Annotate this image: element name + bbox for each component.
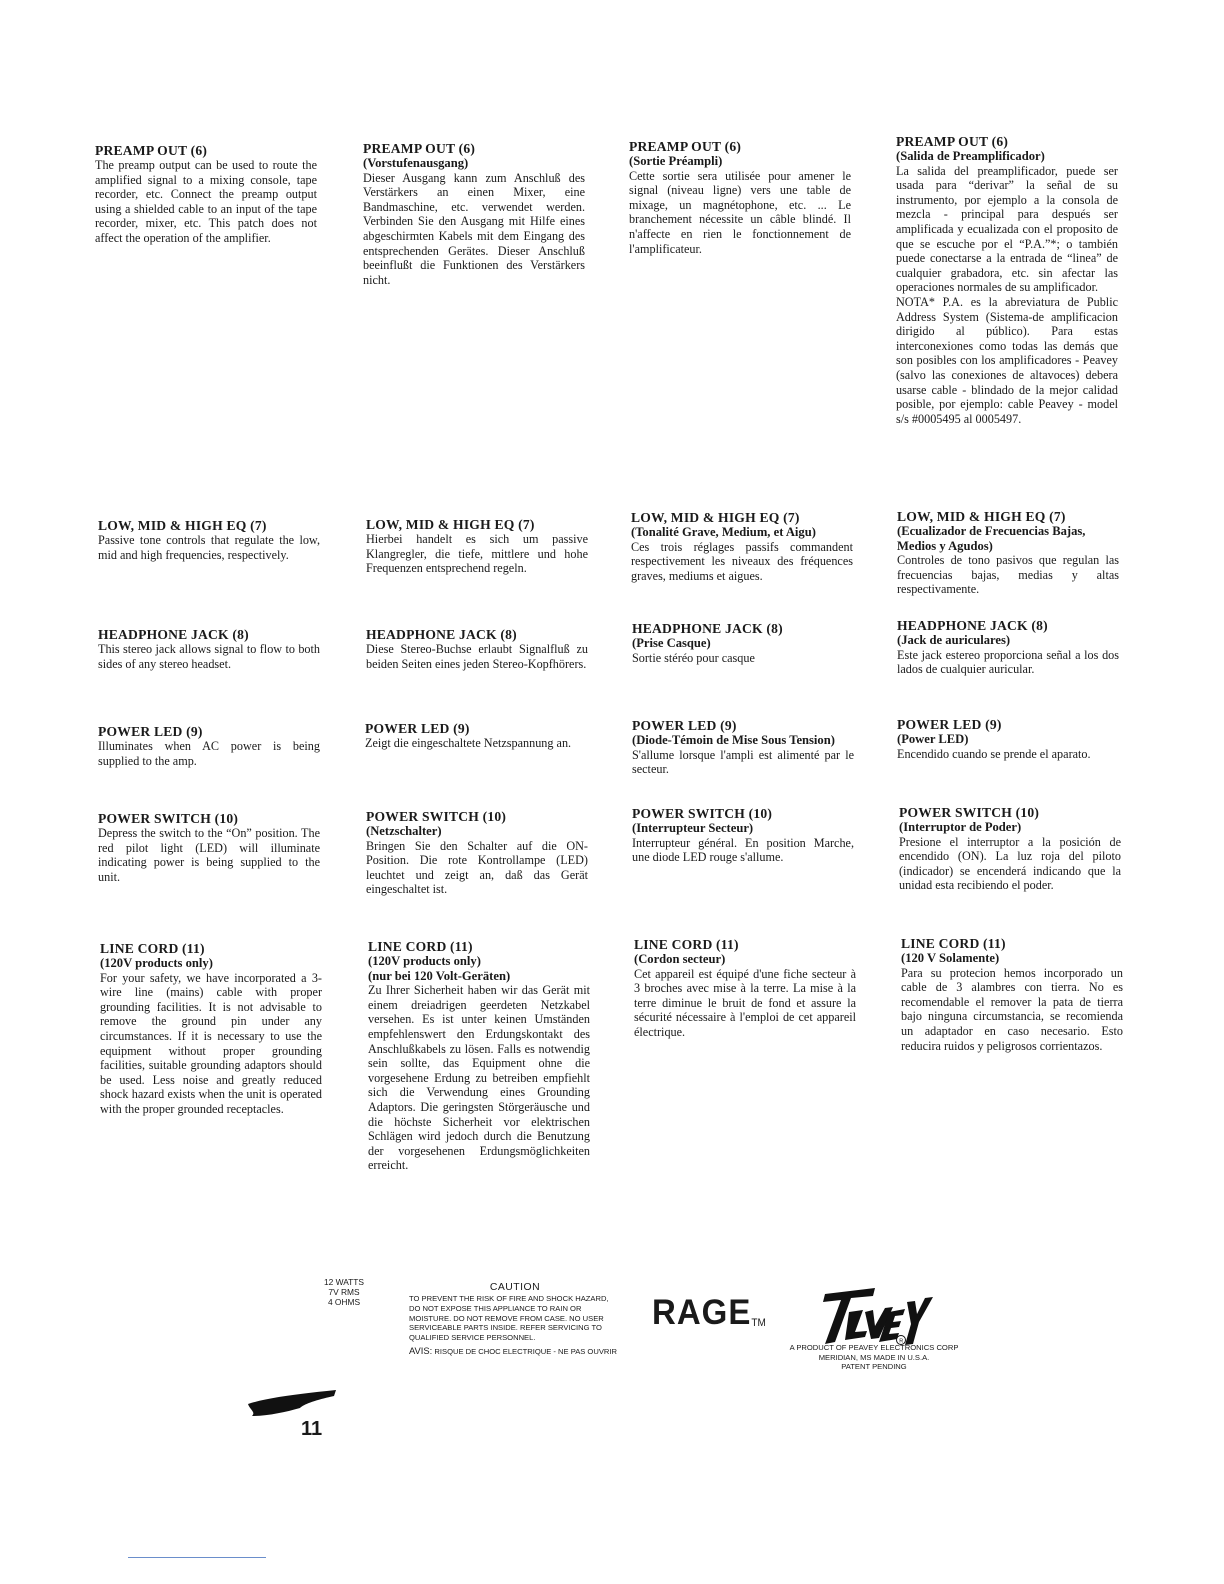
section-subtitle: (120V products only): [100, 956, 213, 970]
product-logo: [652, 1291, 766, 1332]
section-body: Cette sortie sera utilisée pour amener le signal (niveau ligne) vers une table de mixage, un magnétophone, etc. ... Le branchement nécessite un câble blindé. Il n'affecte en rien le fonctionnement de l'amplificateur.: [629, 168, 851, 256]
peavey-logo-icon: [815, 1282, 935, 1348]
column-german: [363, 141, 585, 287]
trademark-mark: TM: [751, 1317, 766, 1330]
column-spanish-switch: [899, 805, 1121, 893]
avis-notice: [409, 1346, 621, 1357]
section-subtitle: (nur bei 120 Volt-Geräten): [368, 968, 511, 983]
column-french: [629, 139, 851, 256]
section-headphone-jack: [98, 627, 320, 671]
column-french-eq: [631, 510, 853, 583]
section-headphone-jack: [632, 621, 854, 665]
section-power-switch: [366, 809, 588, 897]
section-subtitle: (Prise Casque): [632, 636, 711, 650]
column-french-led: [632, 718, 854, 777]
section-preamp-out: [95, 143, 317, 246]
column-english-line-cord: [100, 941, 322, 1117]
section-eq: [98, 518, 320, 562]
column-french-headphone: [632, 621, 854, 665]
section-eq: [366, 517, 588, 576]
section-title: PREAMP OUT (6): [896, 134, 1009, 149]
section-title: HEADPHONE JACK (8): [897, 618, 1048, 633]
section-body: Ces trois réglages passifs commandent respectivement les niveaux des fréquences graves, mediums et aigues.: [631, 539, 853, 583]
column-english: [95, 143, 317, 246]
section-preamp-out: [363, 141, 585, 287]
column-german-line-cord: [368, 939, 590, 1173]
manufacturer-info: [782, 1343, 966, 1372]
section-body: Sortie stéréo pour casque: [632, 650, 755, 665]
section-body: Zu Ihrer Sicherheit haben wir das Gerät mit einem dreiadrigen geerdeten Netzkabel versehen. Es ist unter keinen Umständen empfehlenswert den Erdungskontakt des Anschlußkabels zu lösen. Falls es notwendig sein sollte, das Equipment ohne die vorgesehene Erdung zu betreiben empfiehlt sich die Verwendung eines Grounding Adaptors. Die geringsten Störgeräusche und die höchste Sicherheit vor elektrischen Schlägen wird jedoch durch die Benutzung der vorgesehenen Erdungsmöglichkeiten erreicht.: [368, 983, 590, 1173]
page-brush-mark-icon: [246, 1388, 338, 1418]
section-body: Hierbei handelt es sich um passive Klangregler, die tiefe, mittlere und hohe Frequenzen entsprechend regeln.: [366, 532, 588, 576]
section-title: LOW, MID & HIGH EQ (7): [897, 509, 1066, 524]
section-subtitle: (Salida de Preamplificador): [896, 149, 1045, 163]
caution-title: CAUTION: [489, 1282, 541, 1293]
section-power-led: [897, 717, 1119, 761]
svg-text:R: R: [899, 1338, 904, 1345]
section-body: Este jack estereo proporciona señal a los dos lados de cualquier auricular.: [897, 647, 1119, 677]
page-number: 11: [301, 1418, 323, 1440]
section-title: PREAMP OUT (6): [363, 141, 476, 156]
spec-watts: 12 WATTS: [323, 1277, 365, 1287]
section-subtitle: (120 V Solamente): [901, 951, 1000, 965]
section-body: Cet appareil est équipé d'une fiche secteur à 3 broches avec mise à la terre. La mise à la terre diminue le bruit de fond et assure la sécurité nécessaire à l'emploi de cet appareil électrique.: [634, 966, 856, 1039]
section-body: Para su protecion hemos incorporado un cable de 3 alambres con tierra. No es recomendable el remover la pata de tierra bajo ninguna circumstancia, se recomienda un adaptador en caso necesario. Esto reducira ruidos y peligrosos corrientazos.: [901, 965, 1123, 1053]
section-body: Passive tone controls that regulate the low, mid and high frequencies, respectively.: [98, 533, 320, 562]
section-body: La salida del preamplificador, puede ser usada para “derivar” la señal de su instrumento, por ejemplo a la consola de mezcla - principal para después ser amplificada y ecualizada con el proposito de que se escuche por el “P.A.”*; o también puede conectarse a la entrada de “linea” de cualquier grabadora, etc. sin afectar las operaciones normales de su amplificador.: [896, 163, 1118, 295]
section-title: POWER LED (9): [897, 717, 1002, 732]
section-subtitle: (Diode-Témoin de Mise Sous Tension): [632, 733, 835, 747]
section-subtitle: (Power LED): [897, 732, 969, 746]
section-body: Illuminates when AC power is being supplied to the amp.: [98, 739, 320, 768]
column-spanish-line-cord: [901, 936, 1123, 1053]
column-french-line-cord: [634, 937, 856, 1040]
section-eq: [631, 510, 853, 583]
column-german-led: [365, 721, 587, 751]
section-line-cord: [100, 941, 322, 1117]
section-body: Controles de tono pasivos que regulan las frecuencias bajas, medias y altas respectivamente.: [897, 553, 1119, 597]
section-preamp-out: [896, 134, 1118, 426]
section-title: LINE CORD (11): [368, 939, 473, 954]
column-spanish: [896, 134, 1118, 426]
section-body: Zeigt die eingeschaltete Netzspannung an.: [365, 736, 572, 750]
section-title: POWER SWITCH (10): [632, 806, 773, 821]
section-body: Dieser Ausgang kann zum Anschluß des Verstärkers an einen Mixer, eine Bandmaschine, etc. verwendet werden. Verbinden Sie den Ausgang mit Hilfe eines abgeschirmten Kabels mit dem Eingang des entsprechenden Gerätes. Dieser Anschluß beeinflußt die Funktionen des Verstärkers nicht.: [363, 170, 585, 287]
section-power-switch: [899, 805, 1121, 893]
column-english-led: [98, 724, 320, 768]
section-body: S'allume lorsque l'ampli est alimenté par le secteur.: [632, 747, 854, 777]
section-body: Depress the switch to the “On” position. The red pilot light (LED) will illuminate indicating power is being supplied to the unit.: [98, 826, 320, 884]
section-title: LINE CORD (11): [901, 936, 1006, 951]
section-note: NOTA* P.A. es la abreviatura de Public Address System (Sistema-de amplificacion dirigido al público). Para estas interconexiones como todas las demás que son posibles con los amplificadores - Peavey (salvo las conexiones de altavoces) debera usarse cable - blindado de la mejor calidad posible, por ejemplo: cable Peavey - model s/s #0005495 al 0005497.: [896, 294, 1118, 426]
section-subtitle: (Jack de auriculares): [897, 633, 1011, 647]
section-title: PREAMP OUT (6): [95, 143, 208, 158]
avis-text: RISQUE DE CHOC ELECTRIQUE - NE PAS OUVRIR: [434, 1346, 617, 1356]
section-body: Encendido cuando se prende el aparato.: [897, 746, 1091, 761]
spec-voltage: 7V RMS: [328, 1287, 360, 1297]
column-spanish-eq: [897, 509, 1119, 597]
section-subtitle: (Tonalité Grave, Medium, et Aigu): [631, 525, 816, 539]
manufacturer-location: MERIDIAN, MS MADE IN U.S.A.: [818, 1352, 930, 1362]
section-title: LOW, MID & HIGH EQ (7): [631, 510, 800, 525]
column-english-eq: [98, 518, 320, 562]
section-line-cord: [634, 937, 856, 1040]
section-body: For your safety, we have incorporated a 3-wire line (mains) cable with proper grounding facilities. It is not advisable to remove the ground pin under any circumstances. If it is necessary to use the equipment without proper grounding facilities, suitable grounding adaptors should be used. Less noise and greatly reduced shock hazard exists when the unit is operated with the proper grounded receptacles.: [100, 970, 322, 1116]
section-headphone-jack: [897, 618, 1119, 677]
section-title: LOW, MID & HIGH EQ (7): [366, 517, 535, 532]
section-power-led: [632, 718, 854, 777]
caution-text: TO PREVENT THE RISK OF FIRE AND SHOCK HAZARD, DO NOT EXPOSE THIS APPLIANCE TO RAIN OR MOISTURE. DO NOT REMOVE FROM CASE. NO USER SERVICEABLE PARTS INSIDE. REFER SERVICING TO QUALIFIED SERVICE PERSONNEL.: [409, 1294, 609, 1343]
column-german-switch: [366, 809, 588, 897]
section-title: PREAMP OUT (6): [629, 139, 742, 154]
manufacturer-line: A PRODUCT OF PEAVEY ELECTRONICS CORP: [789, 1343, 959, 1352]
section-subtitle: (Ecualizador de Frecuencias Bajas, Medios y Agudos): [897, 524, 1086, 553]
bottom-rule: [128, 1557, 266, 1558]
caution-notice: [409, 1282, 621, 1357]
section-power-led: [98, 724, 320, 768]
section-subtitle: (Cordon secteur): [634, 952, 726, 966]
section-line-cord: [901, 936, 1123, 1053]
section-title: LINE CORD (11): [100, 941, 205, 956]
section-title: POWER SWITCH (10): [366, 809, 507, 824]
section-eq: [897, 509, 1119, 597]
section-subtitle: (Interruptor de Poder): [899, 820, 1022, 834]
power-spec: [318, 1277, 370, 1307]
spec-impedance: 4 OHMS: [327, 1297, 361, 1307]
section-title: POWER LED (9): [365, 721, 470, 736]
section-title: LINE CORD (11): [634, 937, 739, 952]
section-body: The preamp output can be used to route the amplified signal to a mixing console, tape recorder, etc. Connect the preamp output using a shielded cable to an input of the tape recorder, mixer, etc. This patch does not affect the operation of the amplifier.: [95, 158, 317, 245]
avis-label: AVIS:: [409, 1344, 433, 1356]
section-title: POWER SWITCH (10): [899, 805, 1040, 820]
section-subtitle: (120V products only): [368, 954, 481, 968]
section-headphone-jack: [366, 627, 588, 671]
column-spanish-headphone: [897, 618, 1119, 677]
patent-status: PATENT PENDING: [841, 1362, 907, 1372]
section-subtitle: (Netzschalter): [366, 824, 442, 838]
section-subtitle: (Vorstufenausgang): [363, 156, 469, 170]
column-spanish-led: [897, 717, 1119, 761]
product-name: RAGE: [652, 1291, 752, 1332]
column-french-switch: [632, 806, 854, 865]
section-body: Diese Stereo-Buchse erlaubt Signalfluß zu beiden Seiten eines jeden Stereo-Kopfhörers.: [366, 642, 588, 671]
section-body: Interrupteur général. En position Marche, une diode LED rouge s'allume.: [632, 835, 854, 865]
section-subtitle: (Sortie Préampli): [629, 154, 723, 168]
section-power-switch: [98, 811, 320, 884]
section-power-switch: [632, 806, 854, 865]
column-english-switch: [98, 811, 320, 884]
section-subtitle: (Interrupteur Secteur): [632, 821, 754, 835]
section-body: Presione el interruptor a la posición de encendido (ON). La luz roja del piloto (indicador) se encenderá indicando que la unidad esta recibiendo el poder.: [899, 834, 1121, 893]
column-english-headphone: [98, 627, 320, 671]
column-german-eq: [366, 517, 588, 576]
column-german-headphone: [366, 627, 588, 671]
section-body: Bringen Sie den Schalter auf die ON-Position. Die rote Kontrollampe (LED) leuchtet und zeigt an, daß das Gerät eingeschaltet ist.: [366, 838, 588, 897]
section-title: POWER LED (9): [632, 718, 737, 733]
section-title: POWER SWITCH (10): [98, 811, 239, 826]
section-title: HEADPHONE JACK (8): [632, 621, 783, 636]
section-title: HEADPHONE JACK (8): [366, 627, 517, 642]
section-title: HEADPHONE JACK (8): [98, 627, 249, 642]
section-line-cord: [368, 939, 590, 1173]
section-title: LOW, MID & HIGH EQ (7): [98, 518, 267, 533]
section-body: This stereo jack allows signal to flow to both sides of any stereo headset.: [98, 642, 320, 671]
section-title: POWER LED (9): [98, 724, 203, 739]
section-power-led: [365, 721, 587, 751]
section-preamp-out: [629, 139, 851, 256]
